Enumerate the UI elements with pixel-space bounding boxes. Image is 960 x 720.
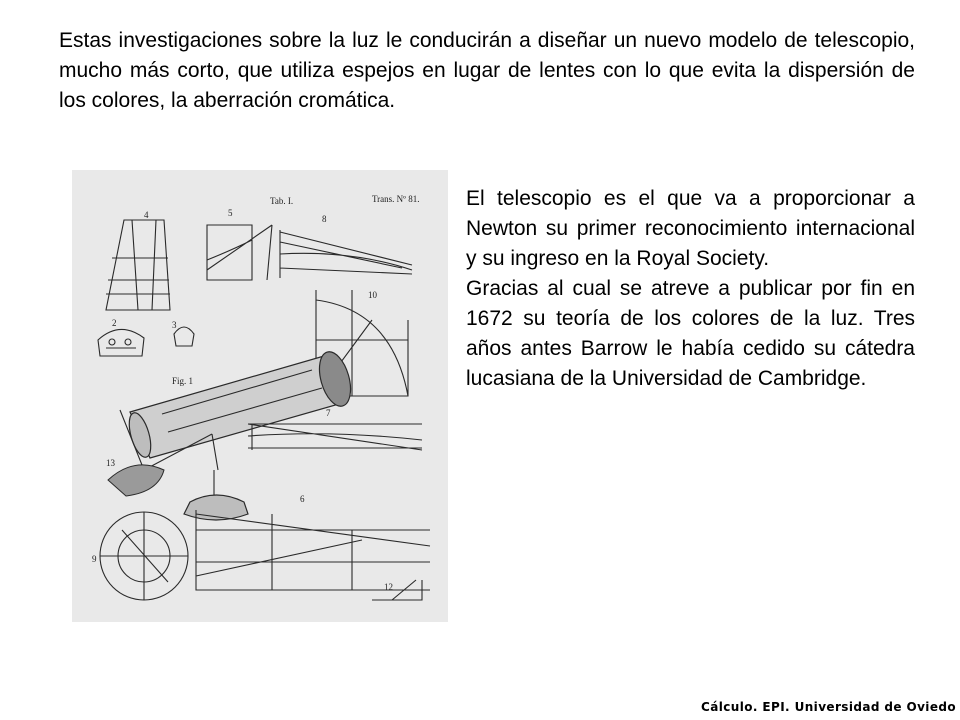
- figure-number: 5: [228, 208, 233, 218]
- figure-5: [207, 208, 272, 280]
- plate-header-right: Trans. Nº 81.: [372, 194, 420, 204]
- plate-header-left: Tab. I.: [270, 196, 294, 206]
- figure-number: 10: [368, 290, 377, 300]
- figure-number: 13: [106, 458, 115, 468]
- figure-9: [92, 512, 188, 600]
- figure-3: [172, 320, 194, 346]
- newton-telescope-plate: [72, 170, 448, 622]
- intro-paragraph: Estas investigaciones sobre la luz le conducirán a diseñar un nuevo modelo de telescopio, mucho más corto, que utiliza espejos en lugar de lentes con lo que evita la dispersión de los colores, la aberración cromática.: [59, 29, 915, 112]
- figure-number: 8: [322, 214, 327, 224]
- figure-4: [106, 210, 170, 310]
- footer-credit: Cálculo. EPI. Universidad de Oviedo: [701, 700, 956, 714]
- figure-number: 12: [384, 582, 393, 592]
- side-paragraph: Gracias al cual se atreve a publicar por fin en 1672 su teoría de los colores de la luz. Tres años antes Barrow le había cedido su cátedra lucasiana de la Universidad de Cambridge.: [466, 277, 915, 390]
- figure-number: Fig. 1: [172, 376, 194, 386]
- figure-2: [98, 318, 144, 356]
- figure-number: 6: [300, 494, 305, 504]
- figure-number: 3: [172, 320, 177, 330]
- figure-number: 2: [112, 318, 117, 328]
- telescope-engraving: [72, 170, 448, 622]
- side-paragraph: El telescopio es el que va a proporcionar a Newton su primer reconocimiento internacional y su ingreso en la Royal Society.: [466, 187, 915, 270]
- telescope-text: [466, 184, 915, 394]
- figure-number: 7: [326, 408, 331, 418]
- figure-number: 9: [92, 554, 97, 564]
- figure-8: [280, 214, 412, 278]
- figure-number: 4: [144, 210, 149, 220]
